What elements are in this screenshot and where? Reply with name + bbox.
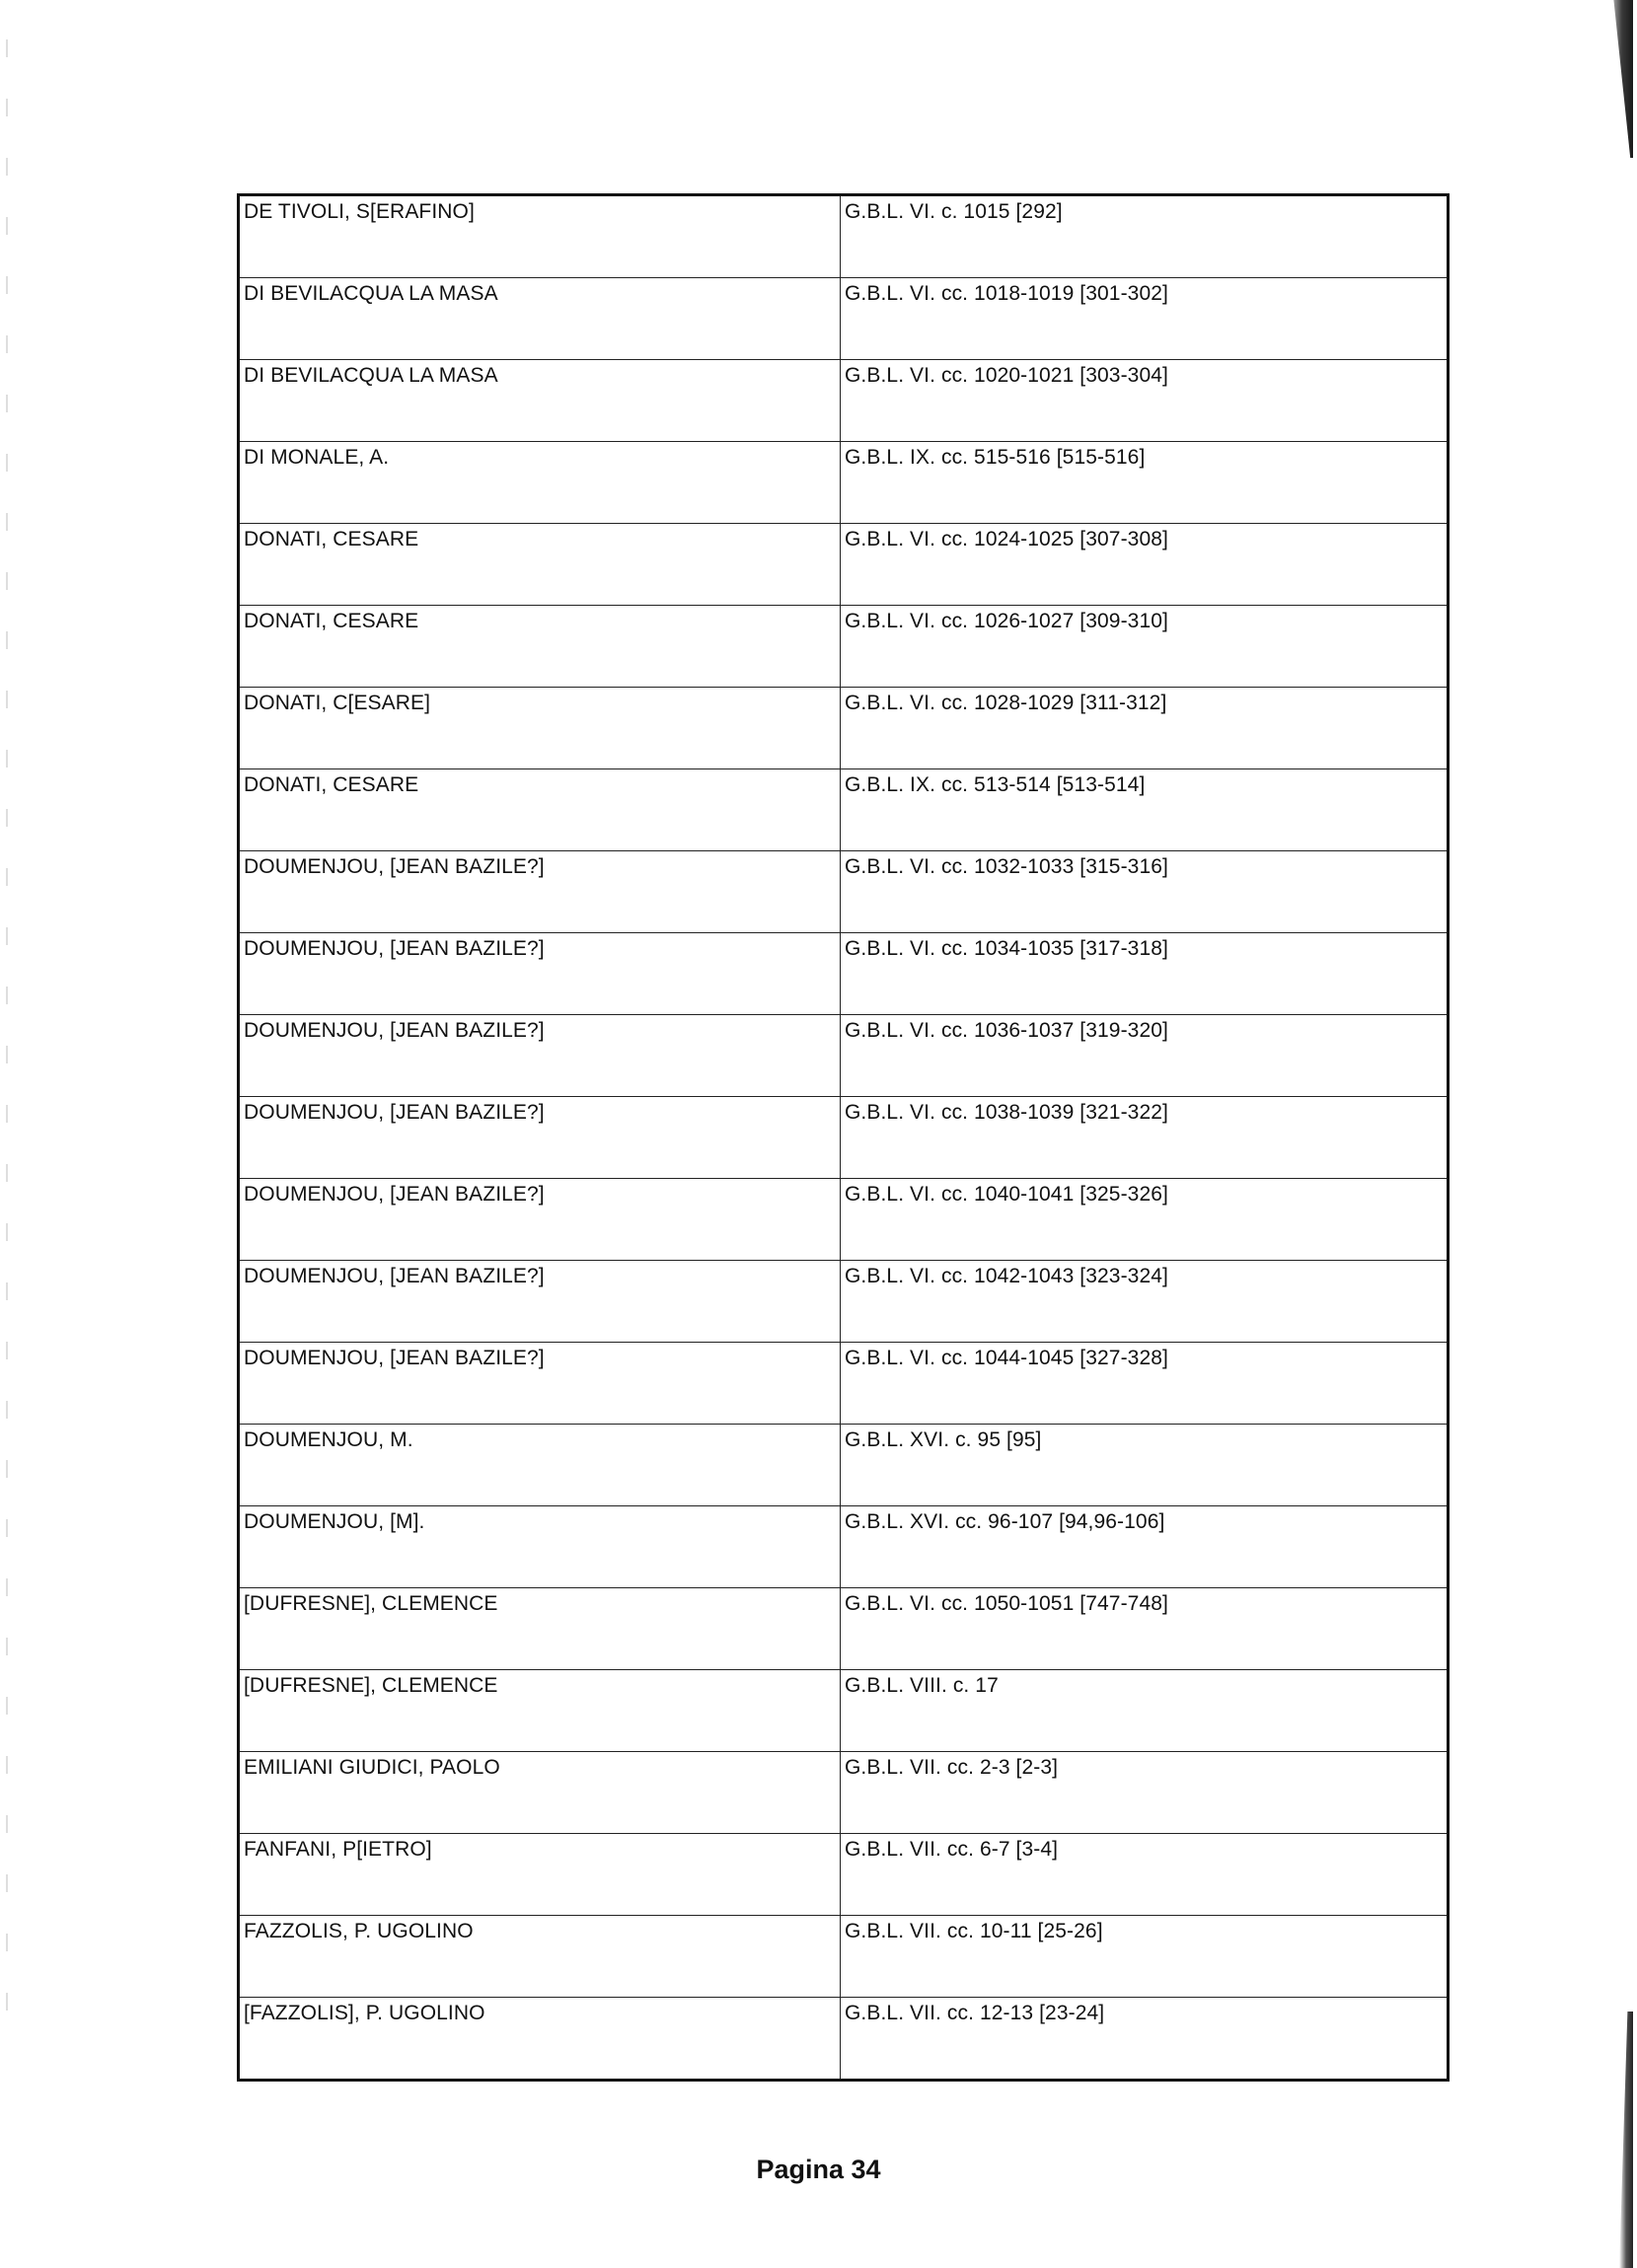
table-row — [239, 1179, 1449, 1261]
archive-reference-cell: G.B.L. VII. cc. 6-7 [3-4] — [841, 1834, 1449, 1916]
table-row — [239, 524, 1449, 606]
archive-reference-cell: G.B.L. VI. cc. 1032-1033 [315-316] — [841, 851, 1449, 933]
table-row — [239, 1343, 1449, 1425]
archive-reference-cell: G.B.L. VII. cc. 2-3 [2-3] — [841, 1752, 1449, 1834]
correspondent-name-cell: DONATI, CESARE — [239, 524, 841, 606]
correspondent-name-cell: DI BEVILACQUA LA MASA — [239, 278, 841, 360]
correspondent-name-cell: DONATI, CESARE — [239, 769, 841, 851]
correspondent-name-cell: DONATI, C[ESARE] — [239, 688, 841, 769]
correspondent-name-cell: DOUMENJOU, [M]. — [239, 1506, 841, 1588]
correspondent-name-cell: DOUMENJOU, [JEAN BAZILE?] — [239, 1343, 841, 1425]
archive-reference-cell: G.B.L. VII. cc. 12-13 [23-24] — [841, 1998, 1449, 2081]
correspondent-name-cell: DOUMENJOU, M. — [239, 1425, 841, 1506]
table-row — [239, 1506, 1449, 1588]
archive-reference-cell: G.B.L. VII. cc. 10-11 [25-26] — [841, 1916, 1449, 1998]
archive-reference-cell: G.B.L. VI. cc. 1034-1035 [317-318] — [841, 933, 1449, 1015]
archive-reference-cell: G.B.L. VI. cc. 1036-1037 [319-320] — [841, 1015, 1449, 1097]
table-row — [239, 278, 1449, 360]
archive-reference-cell: G.B.L. VI. cc. 1024-1025 [307-308] — [841, 524, 1449, 606]
table-row — [239, 1916, 1449, 1998]
correspondent-name-cell: DOUMENJOU, [JEAN BAZILE?] — [239, 1179, 841, 1261]
archive-reference-cell: G.B.L. XVI. cc. 96-107 [94,96-106] — [841, 1506, 1449, 1588]
archive-reference-cell: G.B.L. VI. cc. 1020-1021 [303-304] — [841, 360, 1449, 442]
archive-reference-cell: G.B.L. VI. cc. 1050-1051 [747-748] — [841, 1588, 1449, 1670]
correspondent-name-cell: [DUFRESNE], CLEMENCE — [239, 1588, 841, 1670]
correspondent-name-cell: DOUMENJOU, [JEAN BAZILE?] — [239, 1261, 841, 1343]
table-row — [239, 933, 1449, 1015]
correspondent-name-cell: DOUMENJOU, [JEAN BAZILE?] — [239, 1097, 841, 1179]
table-row — [239, 851, 1449, 933]
correspondent-name-cell: [FAZZOLIS], P. UGOLINO — [239, 1998, 841, 2081]
archive-reference-cell: G.B.L. VI. cc. 1040-1041 [325-326] — [841, 1179, 1449, 1261]
table-row — [239, 1425, 1449, 1506]
correspondent-name-cell: FAZZOLIS, P. UGOLINO — [239, 1916, 841, 1998]
table-row — [239, 442, 1449, 524]
correspondent-name-cell: DI MONALE, A. — [239, 442, 841, 524]
table-row — [239, 1261, 1449, 1343]
correspondent-name-cell: [DUFRESNE], CLEMENCE — [239, 1670, 841, 1752]
table-row — [239, 1015, 1449, 1097]
archive-reference-cell: G.B.L. VI. cc. 1038-1039 [321-322] — [841, 1097, 1449, 1179]
table-row — [239, 1752, 1449, 1834]
archive-reference-cell: G.B.L. VI. cc. 1028-1029 [311-312] — [841, 688, 1449, 769]
archive-reference-cell: G.B.L. XVI. c. 95 [95] — [841, 1425, 1449, 1506]
archive-reference-cell: G.B.L. IX. cc. 515-516 [515-516] — [841, 442, 1449, 524]
page-number: Pagina 34 — [756, 2155, 881, 2184]
correspondent-name-cell: DOUMENJOU, [JEAN BAZILE?] — [239, 1015, 841, 1097]
archive-reference-cell: G.B.L. VI. c. 1015 [292] — [841, 195, 1449, 278]
correspondent-name-cell: DOUMENJOU, [JEAN BAZILE?] — [239, 851, 841, 933]
table-row — [239, 1998, 1449, 2081]
archive-reference-cell: G.B.L. IX. cc. 513-514 [513-514] — [841, 769, 1449, 851]
table-row — [239, 1588, 1449, 1670]
correspondent-name-cell: DOUMENJOU, [JEAN BAZILE?] — [239, 933, 841, 1015]
table-row — [239, 1097, 1449, 1179]
archive-reference-cell: G.B.L. VI. cc. 1042-1043 [323-324] — [841, 1261, 1449, 1343]
index-table-body — [239, 195, 1449, 2081]
correspondent-name-cell: FANFANI, P[IETRO] — [239, 1834, 841, 1916]
correspondent-name-cell: DONATI, CESARE — [239, 606, 841, 688]
table-row — [239, 769, 1449, 851]
correspondent-name-cell: EMILIANI GIUDICI, PAOLO — [239, 1752, 841, 1834]
archive-reference-cell: G.B.L. VI. cc. 1026-1027 [309-310] — [841, 606, 1449, 688]
scan-edge-left — [6, 39, 8, 2012]
archive-reference-cell: G.B.L. VI. cc. 1018-1019 [301-302] — [841, 278, 1449, 360]
table-row — [239, 1834, 1449, 1916]
table-row — [239, 1670, 1449, 1752]
correspondent-name-cell: DE TIVOLI, S[ERAFINO] — [239, 195, 841, 278]
scan-edge-right — [1619, 0, 1633, 2268]
index-table — [237, 193, 1450, 2082]
table-row — [239, 606, 1449, 688]
correspondent-name-cell: DI BEVILACQUA LA MASA — [239, 360, 841, 442]
table-row — [239, 360, 1449, 442]
archive-reference-cell: G.B.L. VIII. c. 17 — [841, 1670, 1449, 1752]
table-row — [239, 195, 1449, 278]
table-row — [239, 688, 1449, 769]
archive-reference-cell: G.B.L. VI. cc. 1044-1045 [327-328] — [841, 1343, 1449, 1425]
